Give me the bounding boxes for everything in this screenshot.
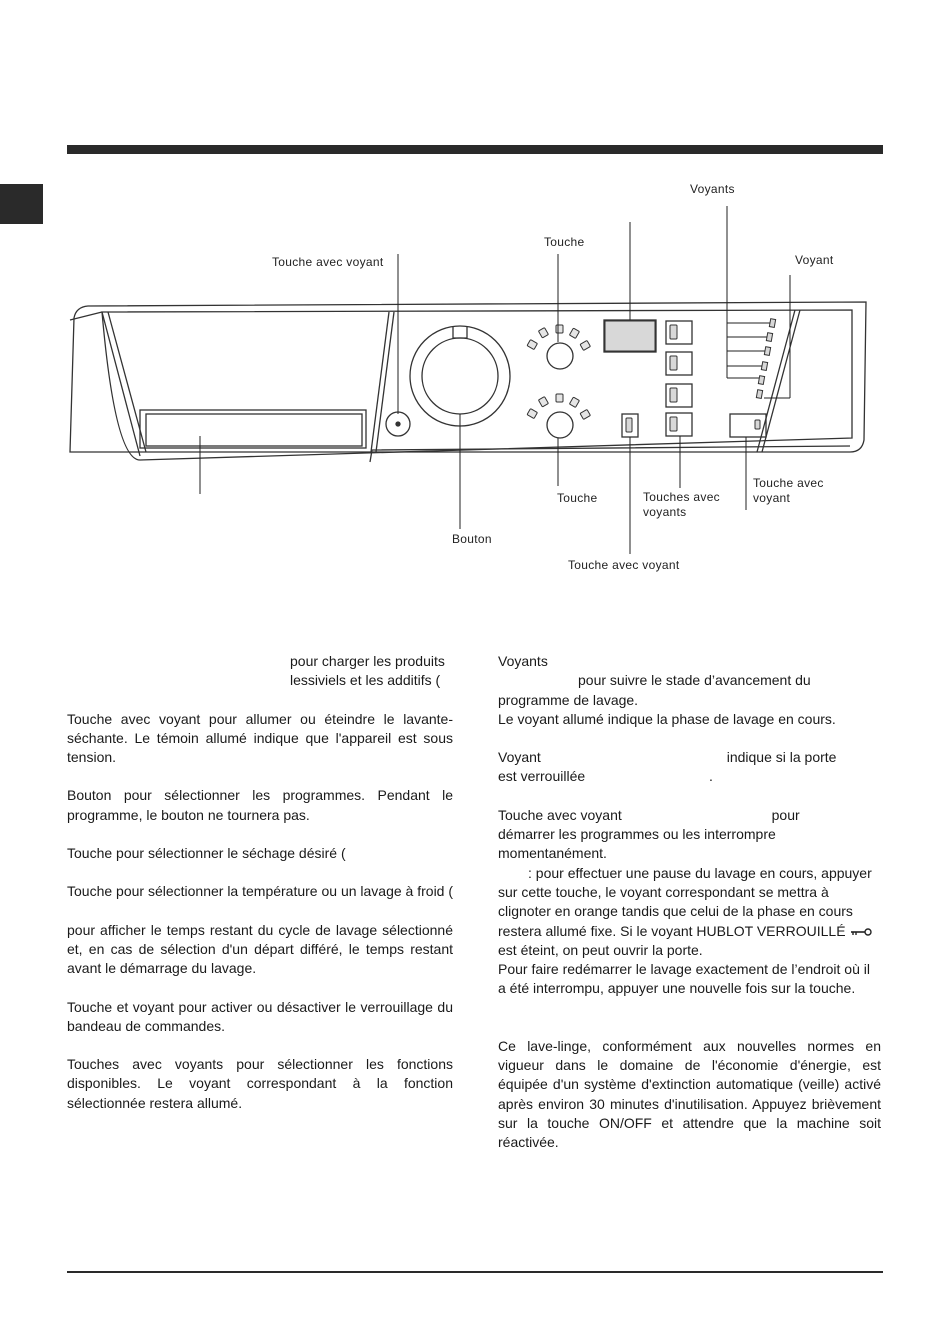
voyant-text-c: . xyxy=(709,768,713,785)
desc-start-pause xyxy=(498,806,881,999)
desc-drawer: pour charger les produits lessiviels et les additifs ( xyxy=(290,653,445,689)
right-column xyxy=(498,652,881,1153)
label-voyant-hublot: Voyant xyxy=(795,253,834,267)
control-panel-diagram xyxy=(0,170,950,570)
label-touche-bottom: Touche xyxy=(557,491,598,505)
bottom-rule xyxy=(67,1271,883,1273)
label-voyants: Voyants xyxy=(690,182,735,196)
voyant-text-b: est verrouillée xyxy=(498,768,586,785)
label-touche-avec-voyant-start: Touche avec voyant xyxy=(753,476,824,505)
start-label: Touche avec voyant xyxy=(498,806,622,823)
label-touches-avec-voyants: Touches avec voyants xyxy=(643,490,720,519)
desc-voyants xyxy=(498,652,881,729)
label-touche-top: Touche xyxy=(544,235,585,249)
desc-bouton: Bouton pour sélectionner les programmes. Pendant le programme, le bouton ne tournera pas. xyxy=(67,787,453,823)
top-rule xyxy=(67,145,883,154)
start-text-e: Pour faire redémarrer le lavage exactement de l’endroit où il a été interrompu, appuyer une nouvelle fois sur la touche. xyxy=(498,961,870,997)
desc-onoff: Touche avec voyant pour allumer ou éteindre le lavante-séchante. Le témoin allumé indique que l'appareil est sous tension. xyxy=(67,710,453,766)
voyants-text-2: Le voyant allumé indique la phase de lavage en cours. xyxy=(498,710,836,727)
label-touche-avec-voyant-lock: Touche avec voyant xyxy=(568,558,680,572)
voyant-text-a: indique si la porte xyxy=(726,749,837,766)
desc-sechage: Touche pour sélectionner le séchage désiré ( xyxy=(67,845,346,862)
desc-display: pour afficher le temps restant du cycle de lavage sélectionné et, en cas de sélection d'un départ différé, le temps restant avant le démarrage du lavage. xyxy=(67,921,453,977)
voyants-label: Voyants xyxy=(498,653,548,669)
left-column xyxy=(67,652,453,1113)
desc-verrouillage: Touche et voyant pour activer ou désactiver le verrouillage du bandeau de commandes. xyxy=(67,998,453,1034)
desc-temperature: Touche pour sélectionner la température ou un lavage à froid ( xyxy=(67,883,454,900)
desc-fonctions: Touches avec voyants pour sélectionner les fonctions disponibles. Le voyant correspondant à la fonction sélectionnée restera allumé. xyxy=(67,1056,453,1111)
desc-veille: Ce lave-linge, conformément aux nouvelles normes en vigueur dans le domaine de l'économie d'énergie, est équipée d'un système d'extinction automatique (veille) activé après environ 30 minutes d'inutilisation. Appuyez brièvement sur la touche ON/OFF et attendre que la machine soit réactivée. xyxy=(498,1037,881,1151)
label-touche-avec-voyant-onoff: Touche avec voyant xyxy=(272,255,384,269)
start-text-b: démarrer les programmes ou les interrompre momentanément. xyxy=(498,826,776,862)
voyant-label: Voyant xyxy=(498,749,541,766)
start-text-a: pour xyxy=(771,806,800,823)
start-text-c: : pour effectuer une pause du lavage en cours, appuyer sur cette touche, le voyant correspondant se mettra à clignoter en orange tandis que celui de la phase en cours restera allumé fixe. Si le voyant HUBLOT VERROUILLÉ xyxy=(498,864,872,939)
key-icon xyxy=(849,927,873,937)
desc-voyant-hublot xyxy=(498,748,881,787)
voyants-text: pour suivre le stade d’avancement du programme de lavage. xyxy=(498,672,811,708)
start-text-d: est éteint, on peut ouvrir la porte. xyxy=(498,941,703,958)
label-bouton: Bouton xyxy=(452,532,492,546)
